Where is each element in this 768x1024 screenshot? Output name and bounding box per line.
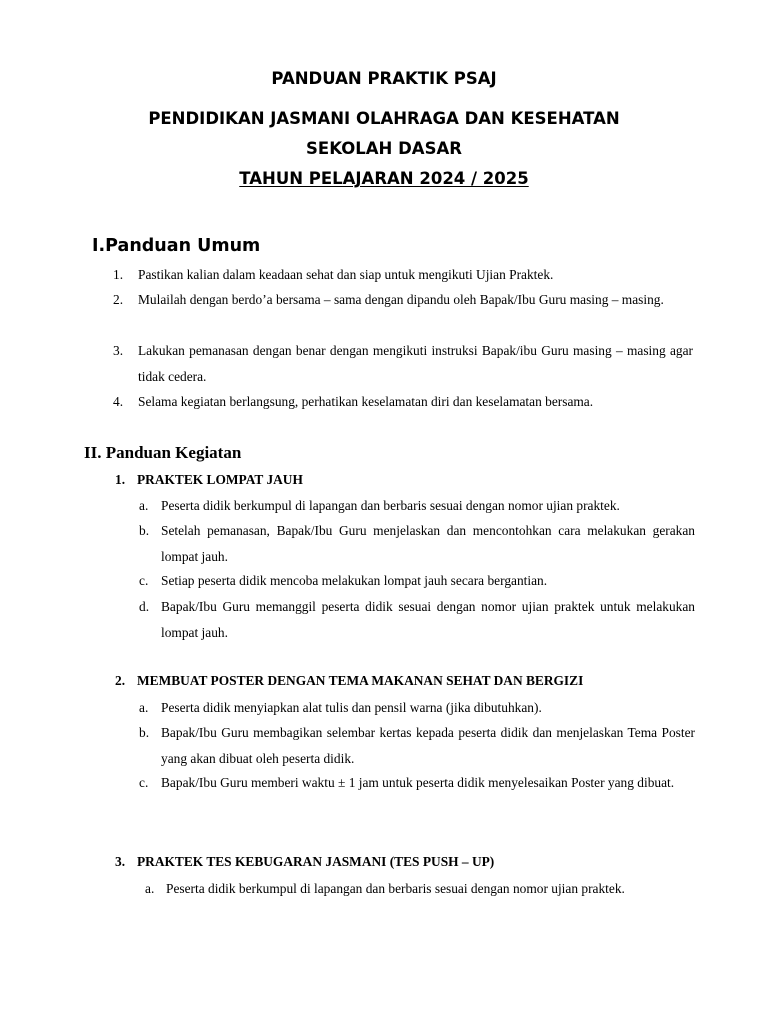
list-text: Bapak/Ibu Guru memberi waktu ± 1 jam untuk peserta didik menyelesaikan Poster yang dibuat. <box>161 775 675 790</box>
list-letter: a. <box>139 700 149 715</box>
list-text: Pastikan kalian dalam keadaan sehat dan siap untuk mengikuti Ujian Praktek. <box>138 267 554 282</box>
list-text: Bapak/Ibu Guru memanggil peserta didik sesuai dengan nomor ujian praktek untuk melakukan lompat jauh. <box>161 599 695 640</box>
list-text: Peserta didik berkumpul di lapangan dan berbaris sesuai dengan nomor ujian praktek. <box>166 881 625 896</box>
list-text: Setiap peserta didik mencoba melakukan lompat jauh secara bergantian. <box>161 573 548 588</box>
list-text: Bapak/Ibu Guru membagikan selembar kertas kepada peserta didik dan menjelaskan Tema Poster yang akan dibuat oleh peserta didik. <box>161 725 695 766</box>
activity-number: 1. <box>115 472 126 487</box>
list-letter: a. <box>139 498 149 513</box>
list-number: 1. <box>113 267 124 282</box>
document-title: PANDUAN PRAKTIK PSAJ <box>271 69 497 88</box>
list-text: Peserta didik menyiapkan alat tulis dan pensil warna (jika dibutuhkan). <box>161 700 542 715</box>
activity-number: 3. <box>115 854 126 869</box>
list-text: Selama kegiatan berlangsung, perhatikan keselamatan diri dan keselamatan bersama. <box>138 394 594 409</box>
list-letter: a. <box>145 881 155 896</box>
activity-number: 2. <box>115 673 126 688</box>
list-letter: c. <box>139 573 149 588</box>
list-letter: c. <box>139 775 149 790</box>
list-number: 2. <box>113 292 124 307</box>
level-title: SEKOLAH DASAR <box>306 139 462 158</box>
list-number: 4. <box>113 394 124 409</box>
list-text: Mulailah dengan berdo’a bersama – sama dengan dipandu oleh Bapak/Ibu Guru masing – masing. <box>138 292 664 307</box>
activity-title: PRAKTEK TES KEBUGARAN JASMANI (TES PUSH – UP) <box>137 854 495 869</box>
list-number: 3. <box>113 343 124 358</box>
list-text: Peserta didik berkumpul di lapangan dan berbaris sesuai dengan nomor ujian praktek. <box>161 498 620 513</box>
list-text: Lakukan pemanasan dengan benar dengan mengikuti instruksi Bapak/ibu Guru masing – masing agar tidak cedera. <box>138 343 693 384</box>
list-letter: b. <box>139 725 150 740</box>
list-text: Setelah pemanasan, Bapak/Ibu Guru menjelaskan dan mencontohkan cara melakukan gerakan lompat jauh. <box>161 523 695 564</box>
list-letter: b. <box>139 523 150 538</box>
list-letter: d. <box>139 599 150 614</box>
activity-title: PRAKTEK LOMPAT JAUH <box>137 472 303 487</box>
activity-title: MEMBUAT POSTER DENGAN TEMA MAKANAN SEHAT DAN BERGIZI <box>137 673 584 688</box>
section-heading-general: I.Panduan Umum <box>92 236 261 256</box>
subject-title: PENDIDIKAN JASMANI OLAHRAGA DAN KESEHATAN <box>148 109 620 128</box>
section-heading-activities: II. Panduan Kegiatan <box>84 443 242 462</box>
year-title: TAHUN PELAJARAN 2024 / 2025 <box>239 169 529 188</box>
